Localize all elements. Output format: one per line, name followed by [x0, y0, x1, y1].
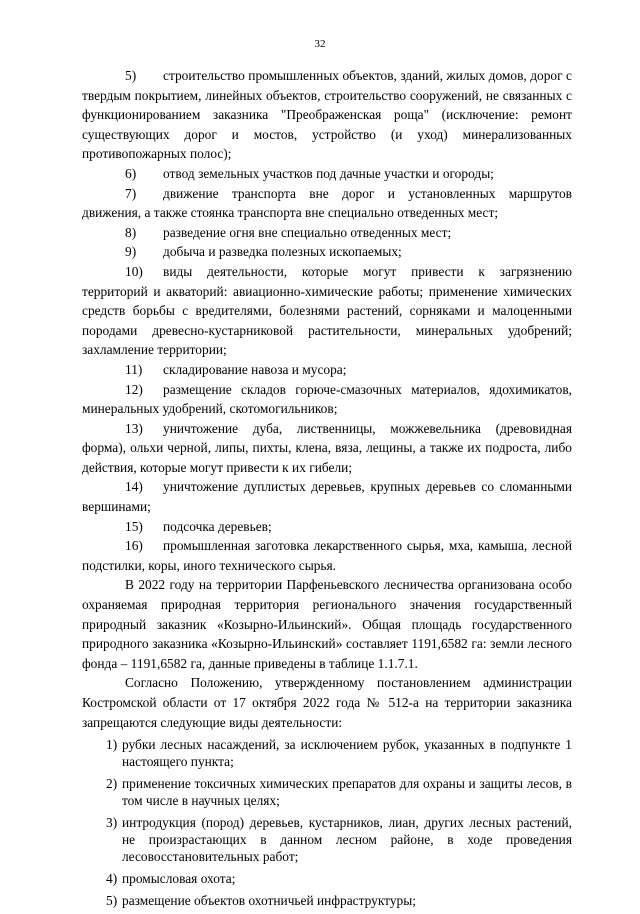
list-a-item [82, 419, 572, 478]
list-a-item [82, 242, 572, 262]
list-a-item [82, 262, 572, 360]
list-a-item-number: 15) [125, 518, 143, 534]
list-b-item-number: 5) [106, 893, 118, 909]
list-b-item-text: рубки лесных насаждений, за исключением рубок, указанных в подпункте 1 настоящего пункта; [122, 737, 572, 770]
list-a-item-text: промышленная заготовка лекарственного сырья, мха, камыша, лесной подстилки, коры, иного технического сырья. [82, 538, 572, 573]
list-a-item [82, 184, 572, 223]
list-b-item-text: интродукция (пород) деревьев, кустарников, лиан, других лесных растений, не произрастающих в данном лесном районе, в ходе проведения лесовосстановительных работ; [122, 815, 572, 865]
list-a-item-number: 5) [125, 68, 137, 83]
list-a-item-number: 13) [125, 420, 143, 436]
list-a-item-text: строительство промышленных объектов, зданий, жилых домов, дорог с твердым покрытием, линейных объектов, строительство сооружений, не связанных с функционированием заказника "Преображенская роща" (исключение: ремонт существующих дорог и мостов, устройство (и уход) минерализованных противопожарных полос); [82, 68, 572, 162]
list-a-item-number: 11) [125, 361, 143, 377]
list-a-item-text: добыча и разведка полезных ископаемых; [163, 244, 402, 260]
list-a-item-text: подсочка деревьев; [163, 518, 272, 534]
list-a-item-text: складирование навоза и мусора; [163, 361, 347, 377]
list-a-item-text: разведение огня вне специально отведенных мест; [163, 224, 452, 240]
list-a-item [82, 477, 572, 516]
list-a-item-text: уничтожение дуба, лиственницы, можжевельника (древовидная форма), ольхи черной, липы, пихты, клена, вяза, лещины, а также их подроста, либо действия, которые могут привести к их гибели; [82, 420, 572, 475]
list-b-item [82, 870, 572, 887]
list-a-item [82, 517, 572, 537]
list-a-item [82, 223, 572, 243]
list-a-item-text: движение транспорта вне дорог и установленных маршрутов движения, а также стоянка транспорта вне специально отведенных мест; [82, 185, 572, 221]
paragraph-regulation: Согласно Положению, утвержденному постановлением администрации Костромской области от 17 октября 2022 года № 512-а на территории заказника запрещаются следующие виды деятельности: [82, 675, 572, 730]
list-a-item-number: 12) [125, 381, 143, 397]
list-a-item [82, 66, 572, 164]
paragraph-2022-reserve: В 2022 году на территории Парфеньевского лесничества организована особо охраняемая природная территория регионального значения государственный природный заказник «Козырно-Ильинский». Общая площадь государственного природного заказника «Козырно-Ильинский» составляет 1191,6582 га: земли лесного фонда – 1191,6582 га, данные приведены в таблице 1.1.7.1. [82, 577, 572, 671]
list-b-item-number: 1) [106, 737, 118, 753]
list-b-item-text: промысловая охота; [122, 871, 236, 887]
list-b-item-number: 4) [106, 871, 118, 887]
list-a-item-text: уничтожение дуплистых деревьев, крупных деревьев со сломанными вершинами; [82, 479, 572, 515]
list-b-item-text: размещение объектов охотничьей инфраструктуры; [122, 893, 416, 909]
list-b-item [82, 814, 572, 865]
list-b-item-text: применение токсичных химических препаратов для охраны и защиты лесов, в том числе в научных целях; [122, 776, 572, 809]
list-a-item-number: 10) [125, 263, 143, 279]
list-b-item [82, 736, 572, 770]
list-a-item-number: 6) [125, 165, 137, 181]
list-a-item-number: 16) [125, 538, 143, 554]
list-a-item-text: размещение складов горюче-смазочных материалов, ядохимикатов, минеральных удобрений, скотомогильников; [82, 381, 572, 417]
page-number: 32 [314, 38, 326, 50]
list-a-item-number: 7) [125, 185, 137, 201]
list-a-item [82, 164, 572, 184]
list-a-item-text: виды деятельности, которые могут привести к загрязнению территорий и акваторий: авиационно-химические работы; применение химических средств борьбы с вредителями, болезнями растений, сорняками и малоценными породами древесно-кустарниковой растительности, минеральных удобрений; захламление территории; [82, 263, 572, 358]
prohibited-activities-list-b [82, 736, 572, 909]
list-a-item [82, 536, 572, 575]
list-a-item-number: 9) [125, 244, 137, 260]
list-a-item [82, 380, 572, 419]
list-b-item [82, 775, 572, 809]
prohibited-activities-list-a [82, 66, 572, 575]
list-a-item [82, 360, 572, 380]
list-a-item-text: отвод земельных участков под дачные участки и огороды; [163, 165, 494, 181]
list-b-item [82, 892, 572, 909]
list-a-item-number: 14) [125, 479, 143, 495]
list-b-item-number: 2) [106, 776, 118, 792]
list-a-item-number: 8) [125, 224, 137, 240]
list-b-item-number: 3) [106, 815, 118, 831]
document-body [82, 66, 572, 914]
